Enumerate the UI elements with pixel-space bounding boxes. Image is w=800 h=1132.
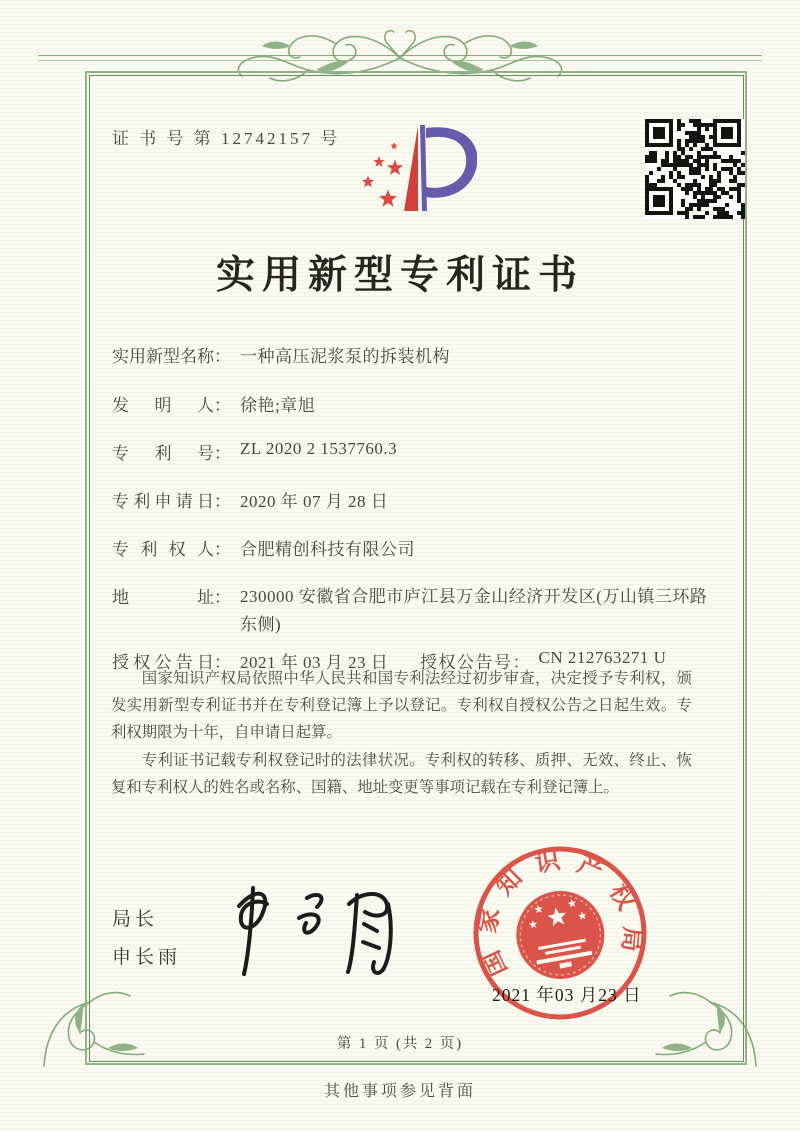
qr-code: [645, 119, 745, 219]
field-row-name: [112, 342, 450, 367]
field-label: 地址: [112, 588, 214, 607]
legal-paragraph-2: 专利证书记载专利权登记时的法律状况。专利权的转移、质押、无效、终止、恢复和专利权人的姓名或名称、国籍、地址变更等事项记载在专利登记簿上。: [111, 752, 692, 797]
field-colon: ：: [214, 653, 231, 672]
field-colon: ：: [214, 347, 231, 366]
director-title: 局长: [112, 909, 159, 930]
field-colon: ：: [214, 492, 231, 511]
field-value: 2021 年 03 月 23 日: [240, 653, 389, 672]
certificate-title: 实用新型专利证书: [215, 254, 584, 297]
seal-char: 知: [491, 864, 528, 901]
page-number: 第 1 页 (共 2 页): [336, 1036, 464, 1052]
seal-char: 识: [532, 847, 563, 879]
director-signature: [215, 872, 415, 987]
field-label: 授权公告日: [112, 653, 214, 672]
field-row-filing-date: [112, 487, 388, 512]
seal-date: 2021 年03 月23 日: [492, 985, 642, 1005]
field-colon: ：: [214, 396, 231, 415]
field-colon: ：: [214, 444, 231, 463]
field-label: 授权公告号: [420, 653, 513, 672]
field-colon: ：: [214, 540, 231, 559]
field-label: 专利权人: [112, 540, 214, 559]
field-row-address: [112, 583, 718, 639]
field-value: 一种高压泥浆泵的拆装机构: [240, 347, 450, 366]
field-label: 实用新型名称: [112, 347, 214, 366]
seal-char: 产: [573, 850, 608, 886]
field-row-patent-no: [112, 439, 397, 464]
field-label: 发明人: [112, 396, 214, 415]
field-label: 专利号: [112, 444, 214, 463]
field-label: 专利申请日: [112, 492, 214, 511]
footer-note: 其他事项参见背面: [323, 1083, 476, 1100]
seal-char: 国: [477, 946, 513, 981]
seal-char: 权: [603, 879, 640, 915]
cnipa-logo-icon: [342, 110, 477, 215]
field-value: CN 212763271 U: [538, 648, 667, 667]
field-value: 2020 年 07 月 28 日: [240, 492, 389, 511]
field-colon: ：: [214, 588, 231, 607]
field-colon: ：: [512, 653, 530, 672]
seal-national-emblem: [509, 884, 611, 986]
field-value: 合肥精创科技有限公司: [240, 540, 415, 559]
seal-char: 家: [474, 905, 506, 936]
grant-date-part: [112, 648, 389, 672]
field-value: 徐艳;章旭: [240, 396, 316, 415]
seal-char: 局: [616, 925, 646, 953]
field-row-patentee: [112, 535, 415, 560]
certificate-number: 证 书 号 第 12742157 号: [112, 129, 341, 148]
field-row-inventor: [112, 391, 315, 416]
field-value: 230000 安徽省合肥市庐江县万金山经济开发区(万山镇三环路东侧): [240, 587, 708, 635]
legal-paragraph-1: 国家知识产权局依照中华人民共和国专利法经过初步审查，决定授予专利权，颁发实用新型专利证书并在专利登记簿上予以登记。专利权自授权公告之日起生效。专利权期限为十年，自申请日起算。: [111, 670, 692, 741]
director-name: 申长雨: [112, 947, 182, 968]
field-value: ZL 2020 2 1537760.3: [240, 439, 398, 458]
legal-text: [111, 666, 692, 804]
